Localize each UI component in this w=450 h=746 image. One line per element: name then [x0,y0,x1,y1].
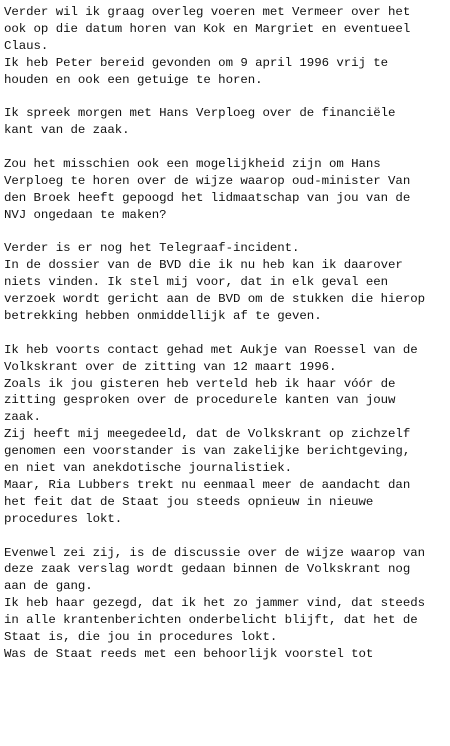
text-line: Maar, Ria Lubbers trekt nu eenmaal meer de aandacht dan [4,477,411,492]
text-line: Ik heb Peter bereid gevonden om 9 april 1996 vrij te [4,55,389,70]
text-line: Verder is er nog het Telegraaf-incident. [4,241,300,256]
text-line: verzoek wordt gericht aan de BVD om de stukken die hierop [4,292,425,307]
text-line: Volkskrant over de zitting van 12 maart 1996. [4,359,337,374]
text-line: Ik heb voorts contact gehad met Aukje van Roessel van de [4,342,418,357]
blank-line [4,139,448,156]
text-line: Evenwel zei zij, is de discussie over de wijze waarop van [4,545,425,560]
text-line: Verploeg te horen over de wijze waarop oud-minister Van [4,173,411,188]
text-line: deze zaak verslag wordt gedaan binnen de Volkskrant nog [4,562,411,577]
text-line: Was de Staat reeds met een behoorlijk voorstel tot [4,646,374,661]
text-line: Staat is, die jou in procedures lokt. [4,629,278,644]
blank-line [4,224,448,241]
text-line: In de dossier van de BVD die ik nu heb kan ik daarover [4,258,403,273]
text-line: in alle krantenberichten onderbelicht blijft, dat het de [4,613,418,628]
text-line: betrekking hebben onmiddellijk af te geven. [4,309,322,324]
text-line: Zoals ik jou gisteren heb verteld heb ik haar vóór de [4,376,396,391]
text-line: aan de gang. [4,579,93,594]
text-line: ook op die datum horen van Kok en Margriet en eventueel [4,21,411,36]
text-line: Ik spreek morgen met Hans Verploeg over de financiële [4,106,396,121]
text-line: Zou het misschien ook een mogelijkheid zijn om Hans [4,157,381,172]
text-line: niets vinden. Ik stel mij voor, dat in elk geval een [4,275,389,290]
blank-line [4,325,448,342]
text-line: zaak. [4,410,41,425]
text-line: houden en ook een getuige te horen. [4,72,263,87]
text-line: Claus. [4,38,49,53]
text-line: genomen een voorstander is van zakelijke berichtgeving, [4,444,411,459]
blank-line [4,528,448,545]
text-line: Zij heeft mij meegedeeld, dat de Volkskrant op zichzelf [4,427,411,442]
text-line: procedures lokt. [4,511,123,526]
text-line: den Broek heeft gepoogd het lidmaatschap van jou van de [4,190,411,205]
text-line: zitting gesproken over de procedurele kanten van jouw [4,393,396,408]
text-line: Verder wil ik graag overleg voeren met Vermeer over het [4,5,411,19]
text-line: en niet van anekdotische journalistiek. [4,461,293,476]
text-line: kant van de zaak. [4,123,130,138]
text-line: NVJ ongedaan te maken? [4,207,167,222]
blank-line [4,88,448,105]
text-line: Ik heb haar gezegd, dat ik het zo jammer vind, dat steeds [4,596,425,611]
text-line: het feit dat de Staat jou steeds opnieuw in nieuwe [4,494,374,509]
document-page [4,4,448,663]
